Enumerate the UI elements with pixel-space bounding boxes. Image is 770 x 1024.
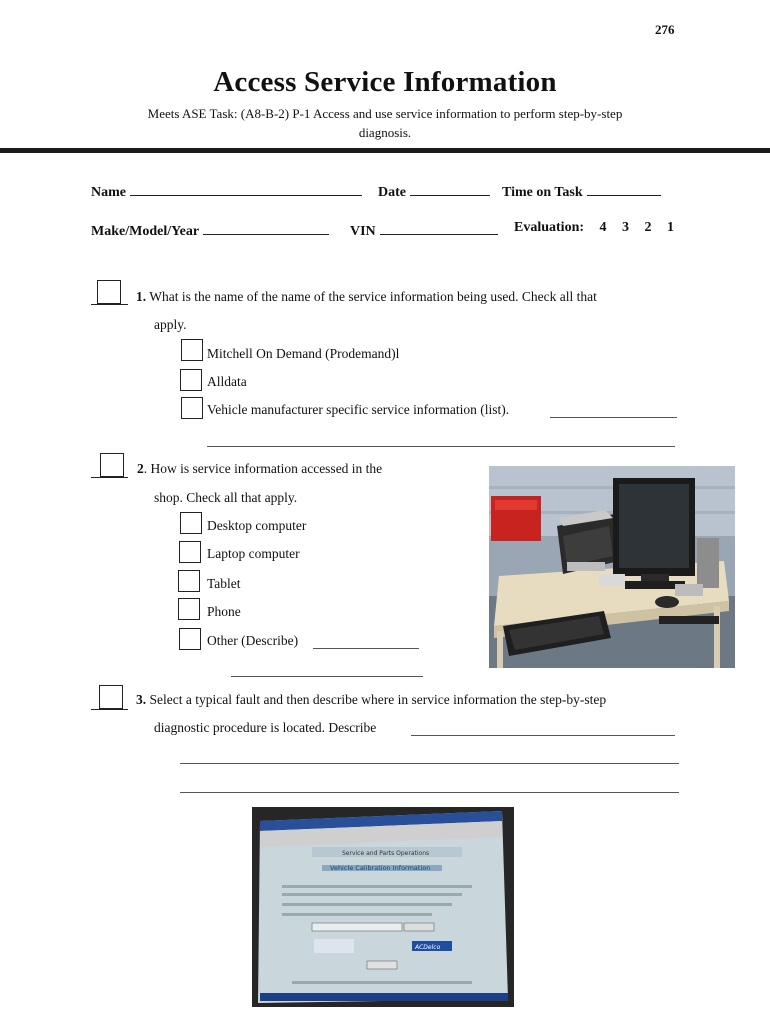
- eval-score-2[interactable]: 2: [644, 220, 652, 235]
- vin-field[interactable]: [350, 220, 498, 240]
- q3-answer-line-3[interactable]: [180, 792, 679, 793]
- date-field[interactable]: [378, 181, 490, 201]
- q2-option-desktop-label: Desktop computer: [207, 518, 307, 533]
- q1-option-manufacturer-label: Vehicle manufacturer specific service information (list).: [207, 402, 510, 417]
- screen-heading-text: Vehicle Calibration Information: [330, 864, 431, 872]
- eval-score-1[interactable]: 1: [667, 220, 675, 235]
- q3-answer-line-2[interactable]: [180, 763, 679, 764]
- q1-option-mitchell-label: Mitchell On Demand (Prodemand)l: [207, 346, 400, 361]
- q2-other-answer-line[interactable]: [313, 648, 419, 649]
- eval-score-3[interactable]: 3: [622, 220, 630, 235]
- ase-task-line-2: diagnosis.: [358, 125, 412, 140]
- q2-option-phone-checkbox[interactable]: [178, 598, 200, 620]
- page-number: 276: [655, 22, 675, 37]
- q1-question: What is the name of the name of the service information being used. Check all that: [149, 289, 597, 304]
- name-blank[interactable]: [130, 181, 362, 196]
- q2-option-laptop-checkbox[interactable]: [179, 541, 201, 563]
- q2-option-laptop-label: Laptop computer: [207, 546, 300, 561]
- name-field[interactable]: [91, 181, 362, 201]
- q1-text-line1: [136, 283, 597, 311]
- service-info-screen-photo: [252, 807, 514, 1007]
- q3-answer-line-1[interactable]: [411, 735, 675, 736]
- make-model-year-label: Make/Model/Year: [91, 224, 200, 239]
- date-blank[interactable]: [410, 181, 490, 196]
- q1-list-answer-line[interactable]: [550, 417, 677, 418]
- q2-number: 2: [137, 461, 144, 476]
- evaluation-field: [514, 220, 674, 236]
- q3-question: Select a typical fault and then describe where in service information the step-by-step: [149, 692, 607, 707]
- computer-workstation-photo: [489, 466, 735, 668]
- q1-number: 1.: [136, 289, 147, 304]
- q3-text-line1: [136, 686, 606, 714]
- q2-other-answer-line-2[interactable]: [231, 676, 423, 677]
- q2-option-phone-label: Phone: [207, 604, 241, 619]
- time-on-task-blank[interactable]: [587, 181, 661, 196]
- q1-option-mitchell-checkbox[interactable]: [181, 339, 203, 361]
- q1-text-line2: apply.: [154, 317, 187, 332]
- evaluation-label: Evaluation:: [514, 220, 585, 235]
- time-on-task-field[interactable]: [502, 181, 661, 201]
- name-label: Name: [91, 185, 126, 200]
- screen-brand-text: ACDelco: [415, 944, 441, 951]
- q2-question: . How is service information accessed in the: [143, 461, 383, 476]
- q2-option-other-checkbox[interactable]: [179, 628, 201, 650]
- q1-option-alldata-checkbox[interactable]: [180, 369, 202, 391]
- q1-complete-checkbox[interactable]: [97, 280, 121, 304]
- make-model-year-blank[interactable]: [203, 220, 329, 235]
- q1-option-manufacturer-checkbox[interactable]: [181, 397, 203, 419]
- vin-label: VIN: [350, 224, 376, 239]
- q1-checkbox-underline: [91, 304, 128, 305]
- q2-option-other-label: Other (Describe): [207, 633, 299, 648]
- ase-task-line-1: Meets ASE Task: (A8-B-2) P-1 Access and use service information to perform step-by-step: [147, 106, 623, 121]
- q2-checkbox-underline: [91, 477, 128, 478]
- vin-blank[interactable]: [380, 220, 498, 235]
- q2-text-line2: shop. Check all that apply.: [154, 490, 298, 505]
- page-title: Access Service Information: [213, 66, 557, 98]
- q3-number: 3.: [136, 692, 147, 707]
- q1-list-answer-line-2[interactable]: [207, 446, 675, 447]
- header-divider: [0, 148, 770, 153]
- q2-complete-checkbox[interactable]: [100, 453, 124, 477]
- q1-option-alldata-label: Alldata: [207, 374, 247, 389]
- q3-checkbox-underline: [91, 709, 128, 710]
- q2-option-tablet-checkbox[interactable]: [178, 570, 200, 592]
- time-on-task-label: Time on Task: [502, 185, 583, 200]
- q3-text-line2: diagnostic procedure is located. Describe: [154, 720, 377, 735]
- q2-option-tablet-label: Tablet: [207, 576, 241, 591]
- eval-score-4[interactable]: 4: [599, 220, 607, 235]
- date-label: Date: [378, 185, 406, 200]
- q2-text-line1: [137, 455, 382, 483]
- q2-option-desktop-checkbox[interactable]: [180, 512, 202, 534]
- ase-task-statement: [0, 104, 770, 142]
- q3-complete-checkbox[interactable]: [99, 685, 123, 709]
- make-model-year-field[interactable]: [91, 220, 329, 240]
- screen-header-text: Service and Parts Operations: [342, 850, 430, 857]
